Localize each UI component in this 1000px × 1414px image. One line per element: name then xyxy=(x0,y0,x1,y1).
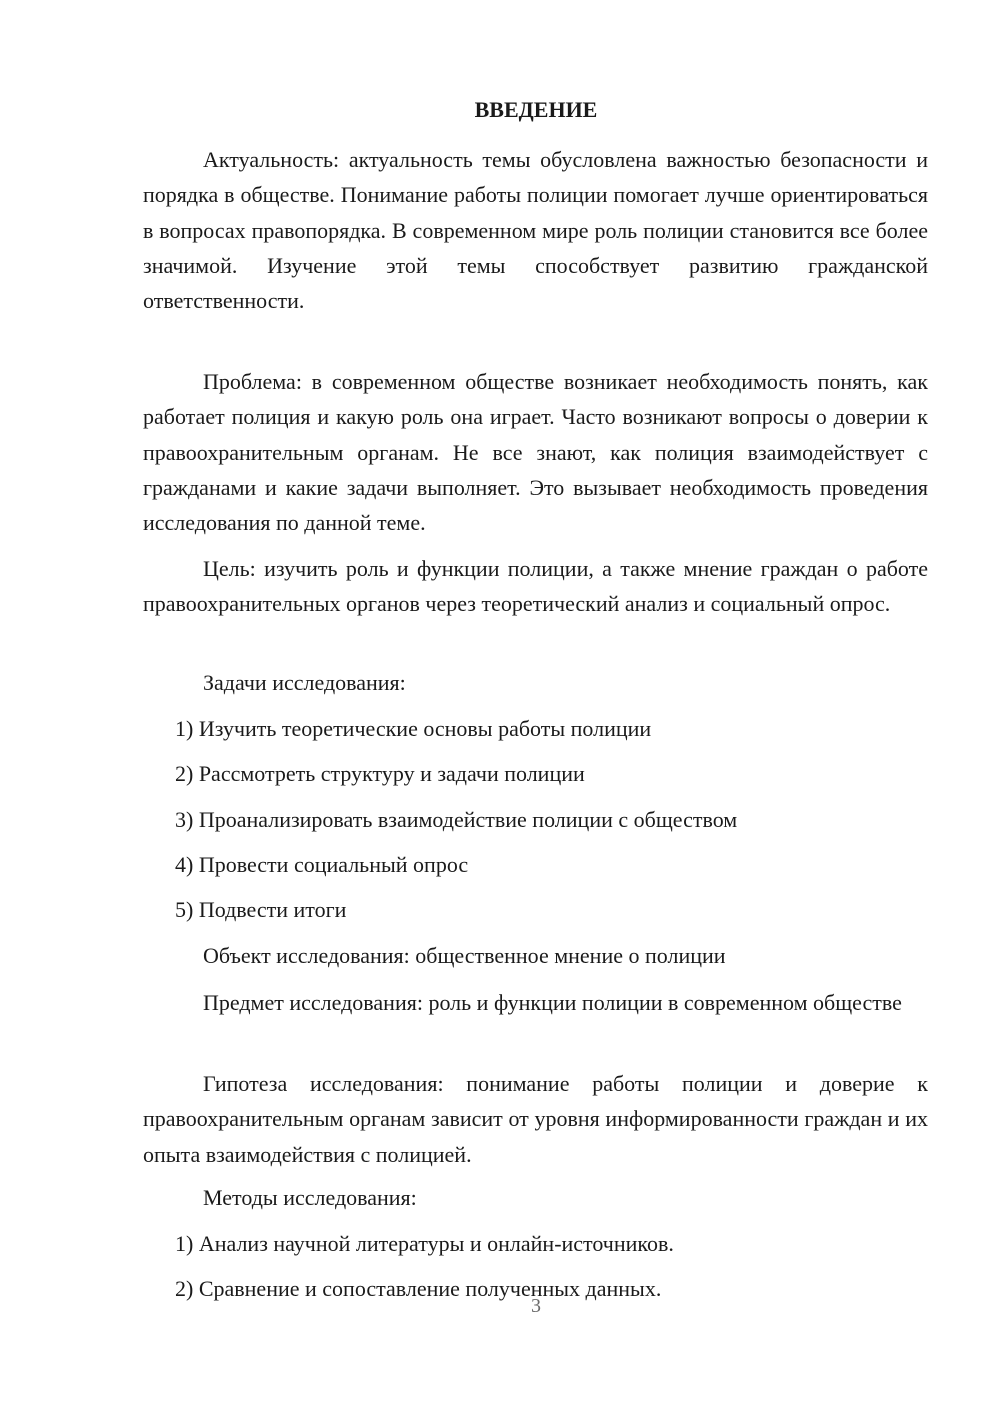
subject-paragraph xyxy=(143,985,928,1020)
goal-paragraph xyxy=(143,551,928,622)
task-item: 3) Проанализировать взаимодействие полиции с обществом xyxy=(175,807,738,832)
hypothesis-text: Гипотеза исследования: понимание работы полиции и доверие к правоохранительным органам зависит от уровня информированности граждан и их опыта взаимодействия с полицией. xyxy=(143,1071,928,1167)
page-title: ВВЕДЕНИЕ xyxy=(474,97,598,122)
problem-paragraph xyxy=(143,364,928,540)
method-item: 1) Анализ научной литературы и онлайн-источников. xyxy=(175,1231,674,1256)
page-number: 3 xyxy=(531,1295,541,1317)
relevance-text: Актуальность: актуальность темы обусловлена важностью безопасности и порядка в обществе. Понимание работы полиции помогает лучше ориентироваться в вопросах правопорядка. В современном мире роль полиции становится все более значимой. Изучение этой темы способствует развитию гражданской ответственности. xyxy=(143,147,928,314)
task-item: 2) Рассмотреть структуру и задачи полиции xyxy=(175,761,585,786)
problem-text: Проблема: в современном обществе возникает необходимость понять, как работает полиция и какую роль она играет. Часто возникают вопросы о доверии к правоохранительным органам. Не все знают, как полиция взаимодействует с гражданами и какие задачи выполняет. Это вызывает необходимость проведения исследования по данной теме. xyxy=(143,369,928,536)
object-line: Объект исследования: общественное мнение о полиции xyxy=(203,943,726,968)
methods-title: Методы исследования: xyxy=(203,1185,417,1210)
task-item: 1) Изучить теоретические основы работы полиции xyxy=(175,716,652,741)
tasks-title: Задачи исследования: xyxy=(203,670,406,695)
goal-text: Цель: изучить роль и функции полиции, а также мнение граждан о работе правоохранительных органов через теоретический анализ и социальный опрос. xyxy=(143,556,928,617)
hypothesis-paragraph xyxy=(143,1066,928,1172)
task-item: 5) Подвести итоги xyxy=(175,897,347,922)
method-item: 2) Сравнение и сопоставление полученных данных. xyxy=(175,1276,662,1301)
task-item: 4) Провести социальный опрос xyxy=(175,852,469,877)
subject-text: Предмет исследования: роль и функции полиции в современном обществе xyxy=(203,990,902,1015)
relevance-paragraph xyxy=(143,142,928,318)
